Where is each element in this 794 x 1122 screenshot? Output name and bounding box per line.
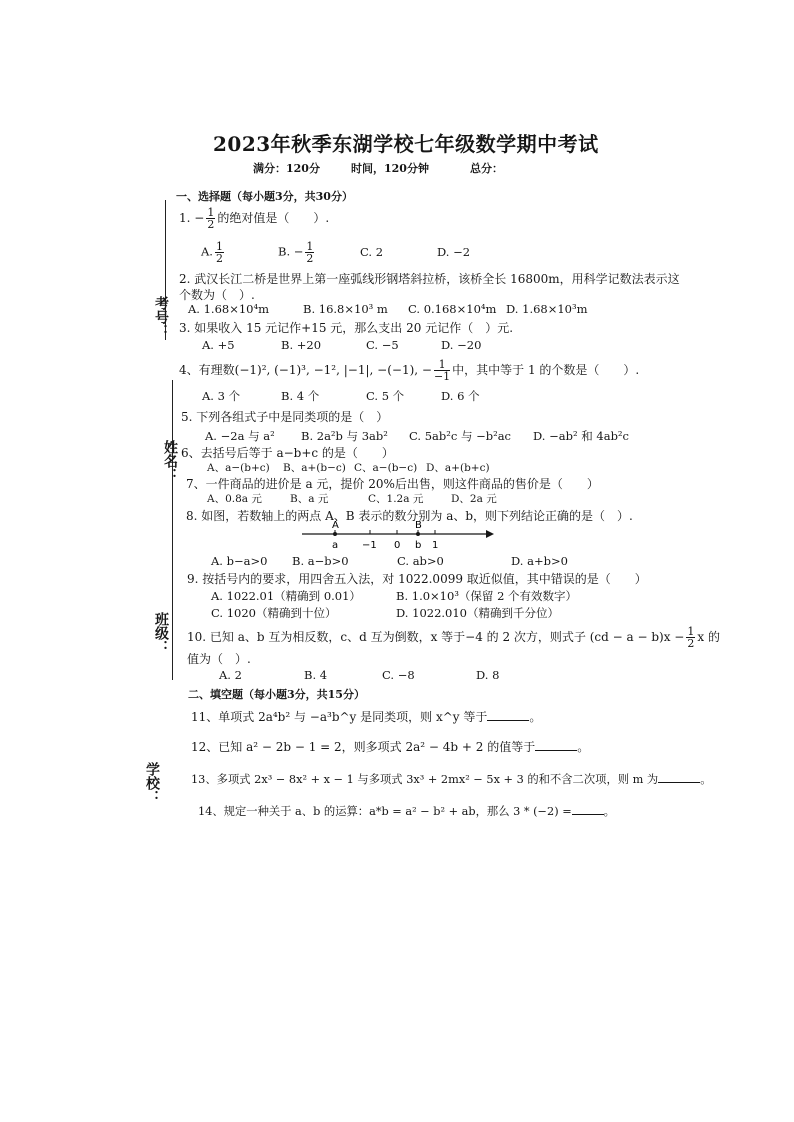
question-12: 12、已知 a² − 2b − 1 = 2，则多项式 2a² − 4b + 2 的值等于 。 — [191, 740, 590, 754]
question-9: 9. 按括号内的要求，用四舍五入法，对 1022.0099 取近似值，其中错误的是（ ） — [187, 572, 647, 586]
question-3: 3. 如果收入 15 元记作+15 元，那么支出 20 元记作（ ）元. — [179, 321, 514, 335]
q2-option-b: B. 16.8×10³ m — [303, 302, 388, 316]
answer-blank-13[interactable] — [658, 770, 700, 783]
q3-option-d: D. −20 — [441, 338, 482, 352]
question-4: 4、有理数(−1)², (−1)³, −1², |−1|, −(−1), − $\frac{1}{-1}$ 中，其中等于 1 的个数是（ ）. — [179, 358, 640, 383]
answer-blank-11[interactable] — [487, 708, 529, 721]
q1-option-b: B. − $\frac{1}{2}$ — [278, 240, 314, 265]
q3-option-b: B. +20 — [281, 338, 322, 352]
q2-option-a: A. 1.68×10⁴m — [188, 302, 270, 316]
answer-blank-14[interactable] — [572, 802, 604, 815]
question-10: 10. 已知 a、b 互为相反数，c、d 互为倒数，x 等于−4 的 2 次方，则式子 (cd − a − b)x − $\frac{1}{2}$ x 的 — [187, 625, 720, 650]
tick-label-b: b — [415, 540, 422, 551]
q7-option-c: C、1.2a 元 — [368, 493, 424, 505]
q3-option-c: C. −5 — [366, 338, 399, 352]
number-line-arrow — [486, 530, 494, 538]
q9-option-b: B. 1.0×10³（保留 2 个有效数字） — [396, 589, 578, 603]
section-1-heading: 一、选择题（每小题3分，共30分） — [176, 190, 353, 203]
q8-option-b: B. a−b>0 — [292, 554, 349, 568]
q9-option-a: A. 1022.01（精确到 0.01） — [211, 589, 361, 603]
q10-option-d: D. 8 — [476, 668, 500, 682]
side-label-class: 班级： — [153, 612, 169, 654]
point-a-dot — [333, 532, 337, 536]
q9-option-d: D. 1022.010（精确到千分位） — [396, 606, 559, 620]
q10-option-c: C. −8 — [382, 668, 415, 682]
exam-time: 时间，120分钟 — [351, 162, 429, 175]
q5-option-d: D. −ab² 和 4ab²c — [533, 429, 629, 443]
q7-option-b: B、a 元 — [290, 493, 329, 505]
question-6: 6、去括号后等于 a−b+c 的是（ ） — [181, 446, 394, 460]
binding-line — [172, 380, 173, 680]
exam-title: 2023年秋季东湖学校七年级数学期中考试 — [213, 132, 599, 156]
question-8: 8. 如图，若数轴上的两点 A、B 表示的数分别为 a、b，则下列结论正确的是（ ）. — [186, 509, 633, 523]
point-a-label: A — [332, 520, 339, 531]
q2-option-d: D. 1.68×10³m — [506, 302, 588, 316]
question-7: 7、一件商品的进价是 a 元，提价 20%后出售，则这件商品的售价是（ ） — [186, 477, 599, 491]
q4-option-a: A. 3 个 — [202, 389, 241, 403]
question-10-line2: 值为（ ）. — [187, 652, 251, 666]
q10-option-b: B. 4 — [304, 668, 328, 682]
tick-label-a: a — [332, 540, 339, 551]
q1-option-c: C. 2 — [360, 245, 384, 259]
q5-option-b: B. 2a²b 与 3ab² — [301, 429, 388, 443]
question-11: 11、单项式 2a⁴b² 与 −a³b^y 是同类项，则 x^y 等于 。 — [191, 710, 542, 724]
number-line-diagram — [298, 518, 498, 552]
point-b-label: B — [415, 520, 422, 531]
tick-label-one: 1 — [432, 540, 439, 551]
q4-option-c: C. 5 个 — [366, 389, 405, 403]
q4-option-b: B. 4 个 — [281, 389, 320, 403]
question-5: 5. 下列各组式子中是同类项的是（ ） — [181, 410, 389, 424]
q9-option-c: C. 1020（精确到十位） — [211, 606, 337, 620]
total-score: 总分： — [470, 162, 503, 175]
point-b-dot — [416, 532, 420, 536]
side-label-name: 姓名： — [162, 440, 178, 482]
q7-option-a: A、0.8a 元 — [207, 493, 262, 505]
q6-option-d: D、a+(b+c) — [426, 462, 490, 474]
q6-option-c: C、a−(b−c) — [354, 462, 418, 474]
q8-option-d: D. a+b>0 — [511, 554, 568, 568]
q3-option-a: A. +5 — [202, 338, 235, 352]
q6-option-a: A、a−(b+c) — [207, 462, 270, 474]
q6-option-b: B、a+(b−c) — [283, 462, 346, 474]
question-14: 14、规定一种关于 a、b 的运算：a*b = a² − b² + ab，那么 3 * (−2) = 。 — [198, 802, 615, 819]
question-2-line2: 个数为（ ）. — [179, 288, 255, 302]
q7-option-d: D、2a 元 — [451, 493, 497, 505]
side-label-exam-no: 考号： — [153, 296, 169, 338]
q1-option-a: A. $\frac{1}{2}$ — [201, 240, 223, 265]
question-2-line1: 2. 武汉长江二桥是世界上第一座弧线形钢塔斜拉桥，该桥全长 16800m，用科学记数法表示这 — [179, 272, 680, 286]
answer-blank-12[interactable] — [535, 738, 577, 751]
question-1: 1. − $\frac{1}{2}$ 的绝对值是（ ）. — [179, 206, 330, 231]
q8-option-c: C. ab>0 — [397, 554, 444, 568]
tick-label-neg-one: −1 — [362, 540, 377, 551]
q8-option-a: A. b−a>0 — [211, 554, 268, 568]
q5-option-a: A. −2a 与 a² — [205, 429, 275, 443]
tick-label-zero: 0 — [394, 540, 401, 551]
q10-option-a: A. 2 — [219, 668, 242, 682]
side-label-school: 学校： — [144, 762, 160, 804]
q5-option-c: C. 5ab²c 与 −b²ac — [409, 429, 512, 443]
question-13: 13、多项式 2x³ − 8x² + x − 1 与多项式 3x³ + 2mx² − 5x + 3 的和不含二次项，则 m 为 。 — [191, 770, 712, 787]
q1-option-d: D. −2 — [437, 245, 471, 259]
section-2-heading: 二、填空题（每小题3分，共15分） — [188, 688, 365, 701]
q2-option-c: C. 0.168×10⁴m — [408, 302, 497, 316]
full-score: 满分：120分 — [253, 162, 320, 175]
q4-option-d: D. 6 个 — [441, 389, 480, 403]
